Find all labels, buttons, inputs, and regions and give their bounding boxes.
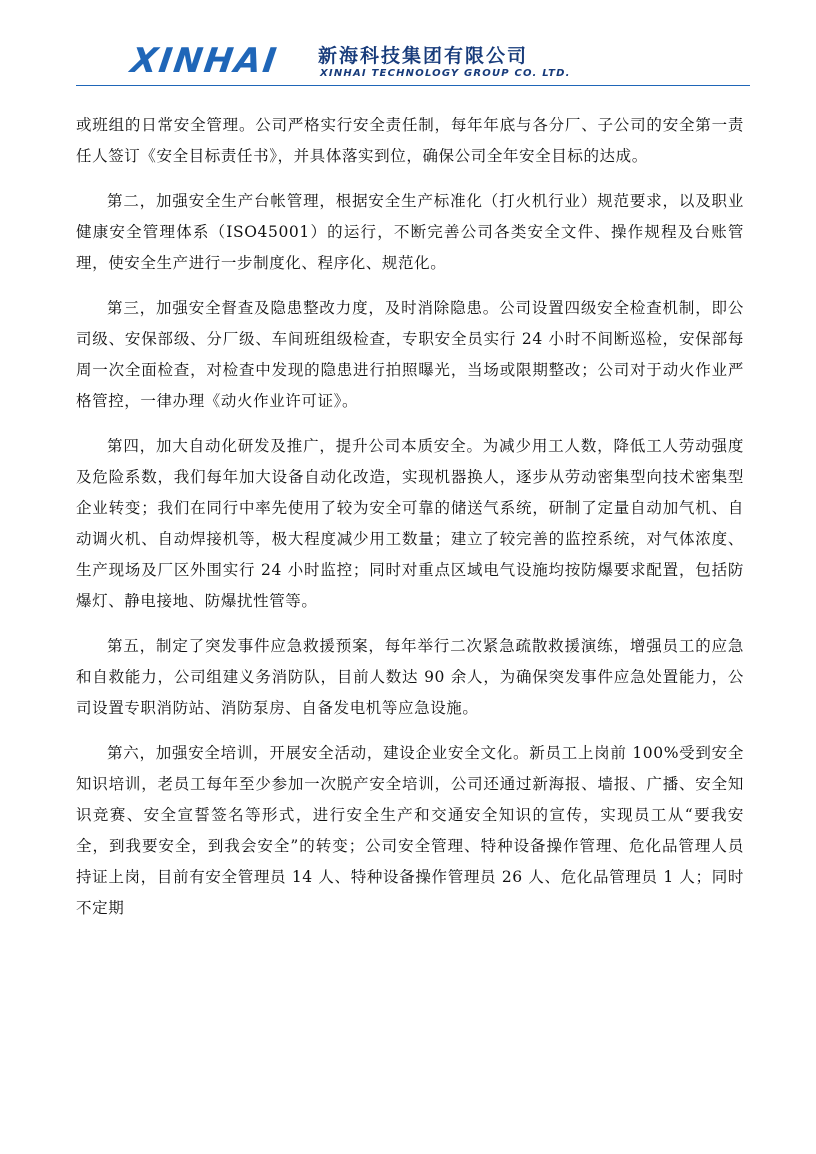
page-header <box>0 0 816 92</box>
paragraph-2: 第二，加强安全生产台帐管理，根据安全生产标准化（打火机行业）规范要求，以及职业健康安全管理体系（ISO45001）的运行，不断完善公司各类安全文件、操作规程及台账管理，使安全生产进行一步制度化、程序化、规范化。 <box>76 192 744 272</box>
company-logo-cn: 新海科技集团有限公司 <box>318 45 529 67</box>
paragraph-6: 第六，加强安全培训，开展安全活动，建设企业安全文化。新员工上岗前 100%受到安全知识培训，老员工每年至少参加一次脱产安全培训，公司还通过新海报、墙报、广播、安全知识竞赛、安全宣誓签名等形式，进行安全生产和交通安全知识的宣传，实现员工从“要我安全，到我要安全，到我会安全”的转变；公司安全管理、特种设备操作管理、危化品管理人员持证上岗，目前有安全管理员 14 人、特种设备操作管理员 26 人、危化品管理员 1 人；同时不定期 <box>76 744 744 917</box>
company-logo-subtitle: XINHAI TECHNOLOGY GROUP CO. LTD. <box>320 68 571 79</box>
company-logo-en: XINHAI <box>128 41 281 81</box>
paragraph-5: 第五，制定了突发事件应急救援预案，每年举行二次紧急疏散救援演练，增强员工的应急和自救能力，公司组建义务消防队，目前人数达 90 余人，为确保突发事件应急处置能力，公司设置专职消防站、消防泵房、自备发电机等应急设施。 <box>76 637 744 717</box>
document-body <box>76 110 744 938</box>
paragraph-4: 第四，加大自动化研发及推广，提升公司本质安全。为减少用工人数，降低工人劳动强度及危险系数，我们每年加大设备自动化改造，实现机器换人，逐步从劳动密集型向技术密集型企业转变；我们在同行中率先使用了较为安全可靠的储送气系统，研制了定量自动加气机、自动调火机、自动焊接机等，极大程度减少用工数量；建立了较完善的监控系统，对气体浓度、生产现场及厂区外围实行 24 小时监控；同时对重点区域电气设施均按防爆要求配置，包括防爆灯、静电接地、防爆扰性管等。 <box>76 437 744 610</box>
paragraph-3: 第三，加强安全督查及隐患整改力度，及时消除隐患。公司设置四级安全检查机制，即公司级、安保部级、分厂级、车间班组级检查，专职安全员实行 24 小时不间断巡检，安保部每周一次全面检查，对检查中发现的隐患进行拍照曝光，当场或限期整改；公司对于动火作业严格管控，一律办理《动火作业许可证》。 <box>76 299 744 410</box>
header-divider <box>76 85 750 86</box>
paragraph-1: 或班组的日常安全管理。公司严格实行安全责任制，每年年底与各分厂、子公司的安全第一责任人签订《安全目标责任书》，并具体落实到位，确保公司全年安全目标的达成。 <box>76 116 744 165</box>
